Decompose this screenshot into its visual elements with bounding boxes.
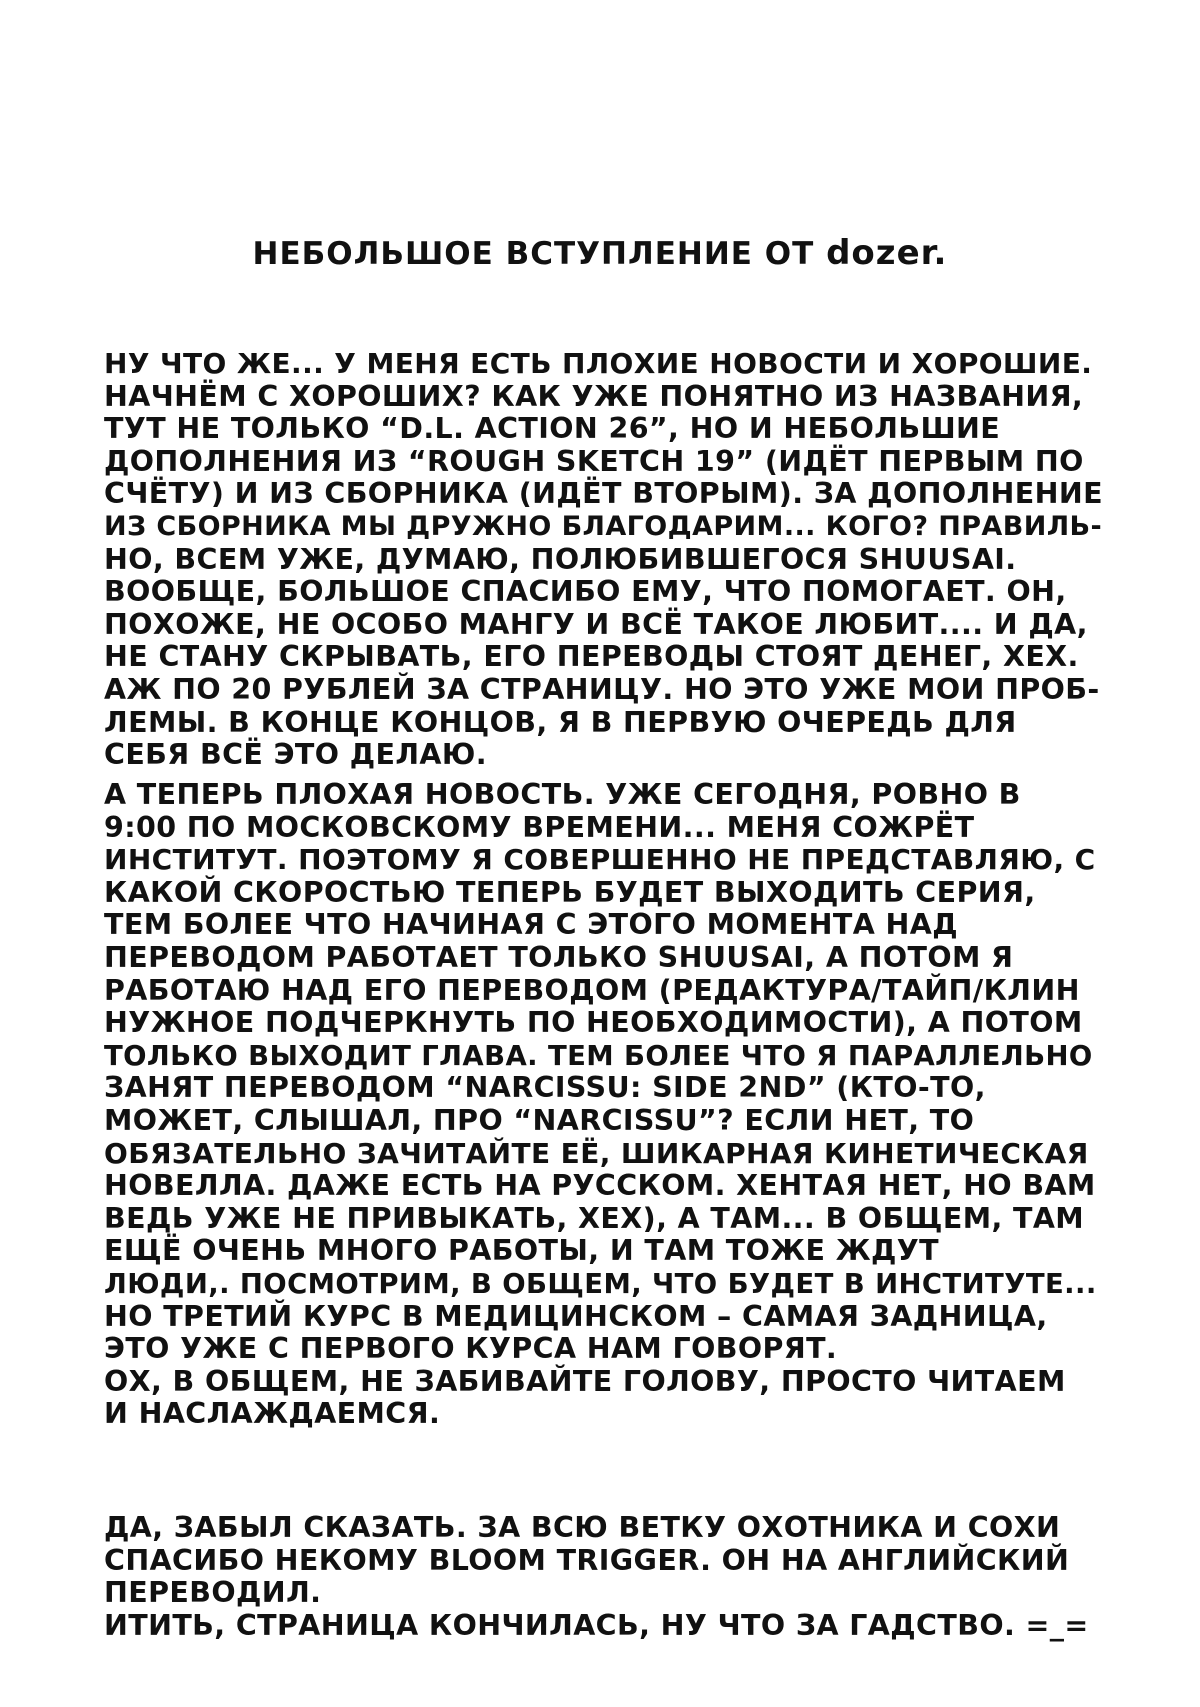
text-line: НО, ВСЕМ УЖЕ, ДУМАЮ, ПОЛЮБИВШЕГОСЯ SHUUSAI. — [104, 542, 1017, 576]
text-line: ДА, ЗАБЫЛ СКАЗАТЬ. ЗА ВСЮ ВЕТКУ ОХОТНИКА И СОХИ — [104, 1511, 1061, 1544]
text-line: ЛЕМЫ. В КОНЦЕ КОНЦОВ, Я В ПЕРВУЮ ОЧЕРЕДЬ ДЛЯ — [104, 705, 1017, 739]
text-line: ОХ, В ОБЩЕМ, НЕ ЗАБИВАЙТЕ ГОЛОВУ, ПРОСТО ЧИТАЕМ — [104, 1364, 1066, 1398]
paragraph-postscript — [104, 1512, 1104, 1642]
text-line: И НАСЛАЖДАЕМСЯ. — [104, 1397, 441, 1431]
text-line: ЕЩЁ ОЧЕНЬ МНОГО РАБОТЫ, И ТАМ ТОЖЕ ЖДУТ — [104, 1234, 940, 1268]
text-line: ПЕРЕВОДОМ РАБОТАЕТ ТОЛЬКО SHUUSAI, А ПОТОМ Я — [104, 940, 1014, 974]
text-line: ИТИТЬ, СТРАНИЦА КОНЧИЛАСЬ, НУ ЧТО ЗА ГАДСТВО. =_= — [104, 1608, 1089, 1642]
text-line: А ТЕПЕРЬ ПЛОХАЯ НОВОСТЬ. УЖЕ СЕГОДНЯ, РОВНО В — [104, 778, 1021, 811]
text-line: ДОПОЛНЕНИЯ ИЗ “ROUGH SKETCH 19” (ИДЁТ ПЕРВЫМ ПО — [104, 444, 1084, 478]
text-line: АЖ ПО 20 РУБЛЕЙ ЗА СТРАНИЦУ. НО ЭТО УЖЕ МОИ ПРОБ- — [104, 672, 1100, 706]
paragraph-bad-news — [104, 779, 1104, 1431]
text-line: НАЧНЁМ С ХОРОШИХ? КАК УЖЕ ПОНЯТНО ИЗ НАЗВАНИЯ, — [104, 379, 1084, 413]
title-prefix: НЕБОЛЬШОЕ ВСТУПЛЕНИЕ ОТ — [252, 236, 827, 272]
text-line: ВООБЩЕ, БОЛЬШОЕ СПАСИБО ЕМУ, ЧТО ПОМОГАЕТ. ОН, — [104, 575, 1067, 609]
text-line: ТОЛЬКО ВЫХОДИТ ГЛАВА. ТЕМ БОЛЕЕ ЧТО Я ПАРАЛЛЕЛЬНО — [104, 1039, 1093, 1072]
text-line: ИНСТИТУТ. ПОЭТОМУ Я СОВЕРШЕННО НЕ ПРЕДСТАВЛЯЮ, С — [104, 843, 1096, 877]
text-line: НЕ СТАНУ СКРЫВАТЬ, ЕГО ПЕРЕВОДЫ СТОЯТ ДЕНЕГ, ХЕХ. — [104, 640, 1079, 674]
paragraph-good-news — [104, 348, 1104, 772]
text-line: ЛЮДИ,. ПОСМОТРИМ, В ОБЩЕМ, ЧТО БУДЕТ В ИНСТИТУТЕ... — [104, 1267, 1097, 1300]
text-line: ПЕРЕВОДИЛ. — [104, 1576, 322, 1610]
page-title — [0, 233, 1200, 273]
text-line: СПАСИБО НЕКОМУ BLOOM TRIGGER. ОН НА АНГЛИЙСКИЙ — [104, 1543, 1070, 1577]
text-line: СЕБЯ ВСЁ ЭТО ДЕЛАЮ. — [104, 738, 487, 772]
text-line: ИЗ СБОРНИКА МЫ ДРУЖНО БЛАГОДАРИМ... КОГО? ПРАВИЛЬ- — [104, 510, 1103, 542]
text-line: 9:00 ПО МОСКОВСКОМУ ВРЕМЕНИ... МЕНЯ СОЖРЁТ — [104, 810, 975, 844]
text-line: ПОХОЖЕ, НЕ ОСОБО МАНГУ И ВСЁ ТАКОЕ ЛЮБИТ.... И ДА, — [104, 607, 1088, 641]
text-line: ТУТ НЕ ТОЛЬКО “D.L. ACTION 26”, НО И НЕБОЛЬШИЕ — [104, 412, 1001, 446]
text-line: ЗАНЯТ ПЕРЕВОДОМ “NARCISSU: SIDE 2ND” (КТО-ТО, — [104, 1071, 986, 1105]
text-line: МОЖЕТ, СЛЫШАЛ, ПРО “NARCISSU”? ЕСЛИ НЕТ, ТО — [104, 1103, 975, 1137]
text-line: РАБОТАЮ НАД ЕГО ПЕРЕВОДОМ (РЕДАКТУРА/ТАЙП/КЛИН — [104, 973, 1080, 1007]
text-line: ТЕМ БОЛЕЕ ЧТО НАЧИНАЯ С ЭТОГО МОМЕНТА НАД — [104, 908, 958, 942]
text-line: СЧЁТУ) И ИЗ СБОРНИКА (ИДЁТ ВТОРЫМ). ЗА ДОПОЛНЕНИЕ — [104, 477, 1104, 511]
text-line: НУ ЧТО ЖЕ... У МЕНЯ ЕСТЬ ПЛОХИЕ НОВОСТИ И ХОРОШИЕ. — [104, 347, 1093, 380]
text-line: ЭТО УЖЕ С ПЕРВОГО КУРСА НАМ ГОВОРЯТ. — [104, 1332, 838, 1366]
text-line: НО ТРЕТИЙ КУРС В МЕДИЦИНСКОМ – САМАЯ ЗАДНИЦА, — [104, 1299, 1048, 1333]
text-line: ВЕДЬ УЖЕ НЕ ПРИВЫКАТЬ, ХЕХ), А ТАМ... В ОБЩЕМ, ТАМ — [104, 1201, 1085, 1235]
text-line: НОВЕЛЛА. ДАЖЕ ЕСТЬ НА РУССКОМ. ХЕНТАЯ НЕТ, НО ВАМ — [104, 1169, 1096, 1203]
text-line: НУЖНОЕ ПОДЧЕРКНУТЬ ПО НЕОБХОДИМОСТИ), А ПОТОМ — [104, 1006, 1083, 1040]
title-author: dozer. — [826, 233, 948, 273]
text-line: ОБЯЗАТЕЛЬНО ЗАЧИТАЙТЕ ЕЁ, ШИКАРНАЯ КИНЕТИЧЕСКАЯ — [104, 1136, 1089, 1170]
text-line: КАКОЙ СКОРОСТЬЮ ТЕПЕРЬ БУДЕТ ВЫХОДИТЬ СЕРИЯ, — [104, 875, 1036, 909]
